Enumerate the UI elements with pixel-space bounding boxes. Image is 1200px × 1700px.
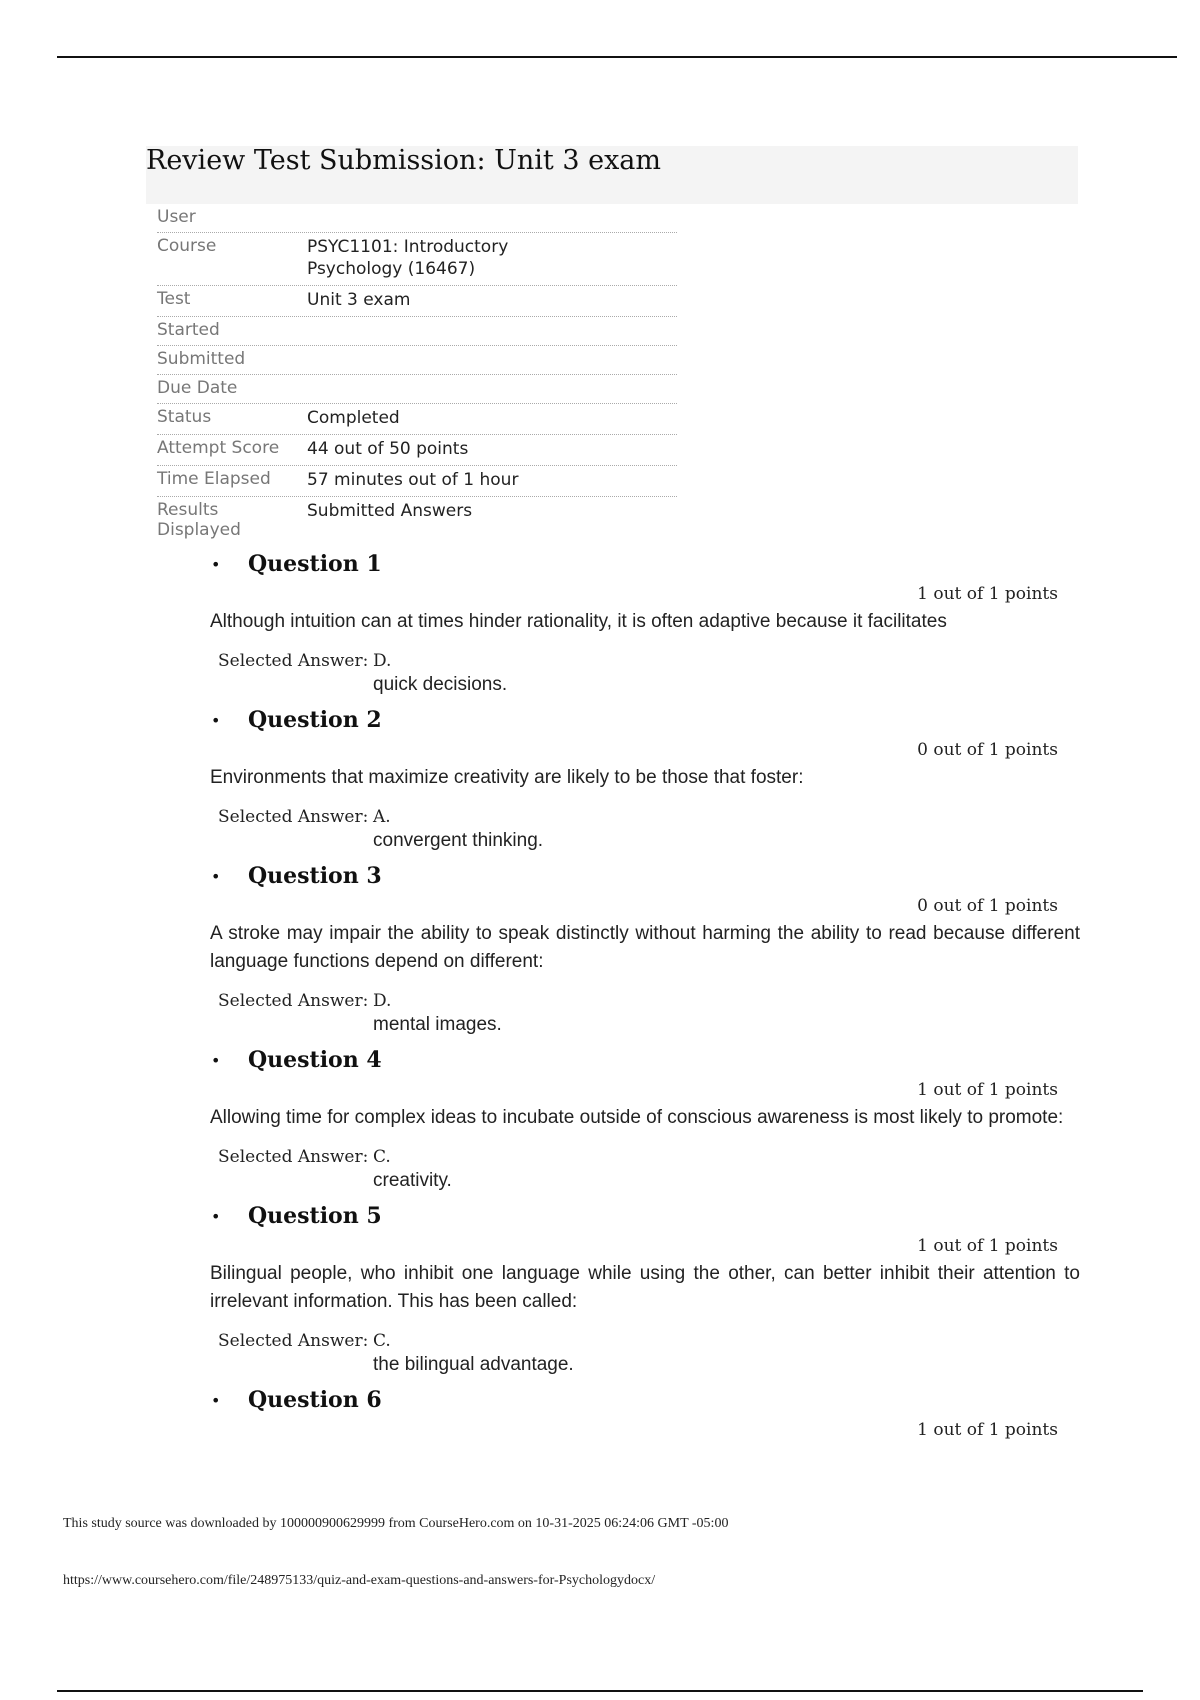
- answer-text: mental images.: [373, 1014, 502, 1035]
- selected-answer-value: [373, 650, 507, 696]
- meta-row-results-displayed: [157, 497, 677, 545]
- selected-answer: [218, 990, 1080, 1036]
- question-title: Question 2: [248, 707, 382, 733]
- submission-details: [157, 204, 677, 545]
- question-item: [210, 548, 1080, 696]
- selected-answer-label: Selected Answer:: [218, 991, 369, 1011]
- download-source-note: This study source was downloaded by 100000900629999 from CourseHero.com on 10-31-2025 06:24:06 GMT -05:00: [63, 1516, 729, 1531]
- meta-label: Time Elapsed: [157, 469, 271, 489]
- meta-row-status: [157, 404, 677, 435]
- question-points: 0 out of 1 points: [917, 896, 1058, 916]
- question-header: [211, 1044, 1080, 1076]
- selected-answer-value: [373, 1146, 452, 1192]
- bullet-icon: •: [211, 1390, 221, 1410]
- answer-letter: A.: [373, 807, 391, 827]
- question-points: 1 out of 1 points: [917, 1420, 1058, 1440]
- selected-answer: [218, 1330, 1080, 1376]
- question-points: 1 out of 1 points: [917, 584, 1058, 604]
- question-header: [211, 1200, 1080, 1232]
- page-title: Review Test Submission: Unit 3 exam: [146, 145, 662, 176]
- meta-row-course: [157, 233, 677, 286]
- source-url[interactable]: https://www.coursehero.com/file/248975133/quiz-and-exam-questions-and-answers-for-Psychologydocx/: [63, 1573, 656, 1588]
- question-item: [210, 704, 1080, 852]
- selected-answer: [218, 1146, 1080, 1192]
- question-text: Allowing time for complex ideas to incubate outside of conscious awareness is most likely to promote:: [210, 1107, 1064, 1128]
- meta-value: 44 out of 50 points: [307, 439, 469, 459]
- answer-text: creativity.: [373, 1170, 452, 1191]
- selected-answer-label: Selected Answer:: [218, 1147, 369, 1167]
- meta-value: [307, 378, 677, 398]
- meta-row-time-elapsed: [157, 466, 677, 497]
- question-points: 0 out of 1 points: [917, 740, 1058, 760]
- question-header: [211, 1384, 1080, 1416]
- meta-label: Test: [157, 289, 191, 309]
- meta-label: Course: [157, 236, 217, 256]
- meta-label: User: [157, 207, 196, 227]
- question-text: Although intuition can at times hinder rationality, it is often adaptive because it facilitates: [210, 611, 947, 632]
- question-item: [210, 1044, 1080, 1192]
- selected-answer-value: [373, 1330, 574, 1376]
- meta-value: [307, 207, 677, 227]
- meta-row-attempt-score: [157, 435, 677, 466]
- bullet-icon: •: [211, 1050, 221, 1070]
- selected-answer-label: Selected Answer:: [218, 651, 369, 671]
- question-text: A stroke may impair the ability to speak distinctly without harming the ability to read because different language functions depend on different:: [210, 923, 1080, 972]
- question-header: [211, 704, 1080, 736]
- question-header: [211, 548, 1080, 580]
- meta-value: PSYC1101: Introductory Psychology (16467): [307, 237, 509, 279]
- meta-value: [307, 349, 677, 369]
- meta-row-due-date: [157, 375, 677, 404]
- meta-value: Submitted Answers: [307, 501, 473, 521]
- bullet-icon: •: [211, 1206, 221, 1226]
- question-title: Question 4: [248, 1047, 382, 1073]
- selected-answer-value: [373, 806, 543, 852]
- meta-label: Started: [157, 320, 220, 340]
- question-points: 1 out of 1 points: [917, 1236, 1058, 1256]
- question-title: Question 5: [248, 1203, 382, 1229]
- bottom-rule: [57, 1690, 1143, 1692]
- meta-label: Attempt Score: [157, 438, 280, 458]
- selected-answer-label: Selected Answer:: [218, 1331, 369, 1351]
- question-title: Question 6: [248, 1387, 382, 1413]
- selected-answer: [218, 806, 1080, 852]
- meta-row-test: [157, 286, 677, 317]
- meta-value: Unit 3 exam: [307, 290, 411, 310]
- answer-text: quick decisions.: [373, 674, 508, 695]
- top-rule: [57, 56, 1177, 58]
- question-text: Bilingual people, who inhibit one language while using the other, can better inhibit their attention to irrelevant information. This has been called:: [210, 1263, 1080, 1312]
- meta-row-user: [157, 204, 677, 233]
- answer-letter: C.: [373, 1147, 391, 1167]
- selected-answer: [218, 650, 1080, 696]
- meta-value: Completed: [307, 408, 400, 428]
- question-header: [211, 860, 1080, 892]
- selected-answer-label: Selected Answer:: [218, 807, 369, 827]
- meta-label: Due Date: [157, 378, 238, 398]
- question-text: Environments that maximize creativity are likely to be those that foster:: [210, 767, 804, 788]
- answer-letter: C.: [373, 1331, 391, 1351]
- answer-letter: D.: [373, 651, 392, 671]
- answer-letter: D.: [373, 991, 392, 1011]
- meta-row-started: [157, 317, 677, 346]
- meta-row-submitted: [157, 346, 677, 375]
- bullet-icon: •: [211, 710, 221, 730]
- question-list: [210, 548, 1080, 1452]
- question-item: [210, 860, 1080, 1036]
- question-item: [210, 1200, 1080, 1376]
- selected-answer-value: [373, 990, 502, 1036]
- answer-text: the bilingual advantage.: [373, 1354, 574, 1375]
- meta-label: Results Displayed: [157, 500, 241, 540]
- bullet-icon: •: [211, 554, 221, 574]
- meta-value: 57 minutes out of 1 hour: [307, 470, 519, 490]
- bullet-icon: •: [211, 866, 221, 886]
- question-title: Question 1: [248, 551, 382, 577]
- meta-label: Status: [157, 407, 212, 427]
- question-points: 1 out of 1 points: [917, 1080, 1058, 1100]
- meta-value: [307, 320, 677, 340]
- question-title: Question 3: [248, 863, 382, 889]
- question-item: [210, 1384, 1080, 1444]
- meta-label: Submitted: [157, 349, 246, 369]
- answer-text: convergent thinking.: [373, 830, 544, 851]
